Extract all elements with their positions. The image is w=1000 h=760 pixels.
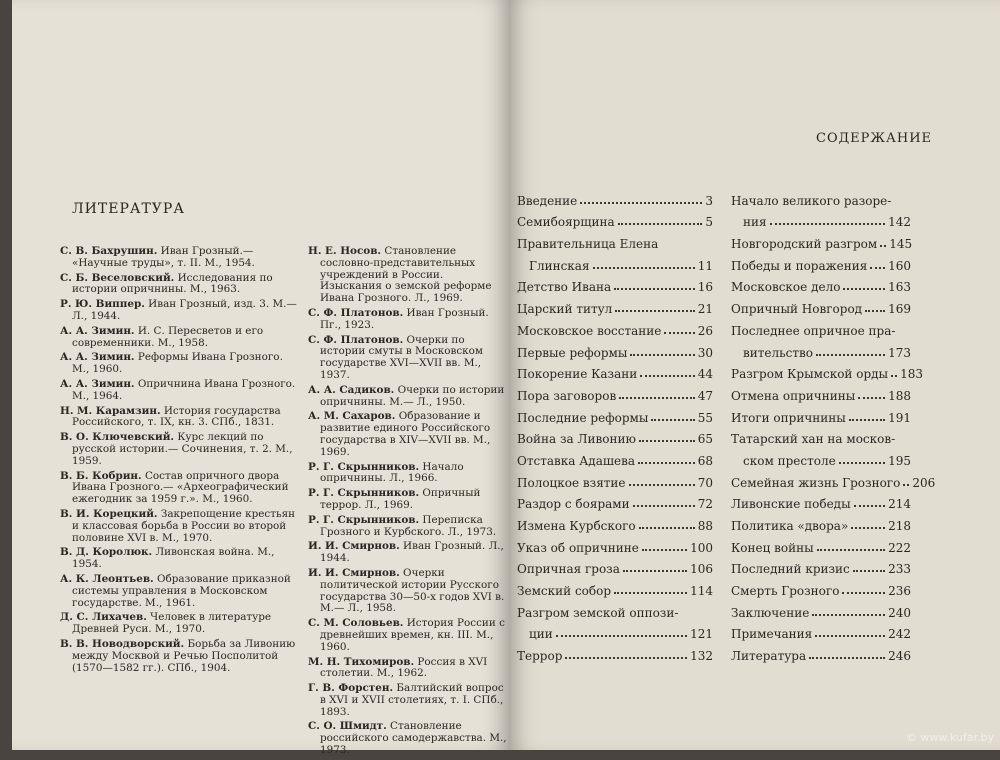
toc-leader-dots bbox=[854, 505, 885, 507]
toc-item-label: Полоцкое взятие bbox=[517, 475, 626, 490]
bibliography-text: Опричнина Ивана Грозного. М., 1964. bbox=[72, 377, 296, 402]
toc-item-page: 132 bbox=[690, 649, 713, 664]
toc-item-page: 142 bbox=[888, 215, 911, 230]
toc-leader-dots bbox=[853, 570, 885, 572]
toc-item bbox=[517, 338, 713, 360]
toc-leader-dots bbox=[843, 288, 885, 290]
toc-item bbox=[731, 490, 911, 512]
toc-item-page: 68 bbox=[697, 453, 713, 468]
toc-leader-dots bbox=[903, 484, 909, 486]
bibliography-text: История России с древнейших времен, кн. III. М., 1960. bbox=[320, 617, 505, 653]
toc-leader-dots bbox=[891, 375, 897, 377]
bibliography-entry bbox=[60, 299, 298, 323]
bibliography-entry bbox=[308, 683, 508, 718]
toc-item-label: Указ об опричнине bbox=[517, 540, 639, 555]
bibliography-entry bbox=[308, 657, 508, 681]
bibliography-entry bbox=[60, 471, 298, 506]
bibliography-author: Г. В. Форстен. bbox=[308, 682, 394, 695]
toc-item-label: Ливонские победы bbox=[731, 497, 851, 512]
toc-item-label: Итоги опричнины bbox=[731, 410, 846, 425]
toc-item-label: Московское дело bbox=[731, 280, 841, 295]
bibliography-author: В. Б. Кобрин. bbox=[60, 469, 142, 482]
toc-leader-dots bbox=[640, 375, 694, 377]
toc-item-label: Победы и поражения bbox=[731, 258, 868, 273]
toc-item-page: 173 bbox=[888, 345, 911, 360]
toc-item-page: 160 bbox=[888, 258, 911, 273]
toc-item-label: Последний кризис bbox=[731, 562, 850, 577]
toc-leader-dots bbox=[565, 657, 687, 659]
toc-item bbox=[517, 360, 713, 382]
toc-item-page: 30 bbox=[697, 345, 713, 360]
toc-item bbox=[731, 294, 911, 316]
toc-leader-dots bbox=[642, 549, 687, 551]
toc-item-label: Царский титул bbox=[517, 302, 613, 317]
toc-item-page: 11 bbox=[697, 258, 713, 273]
bibliography-column-2 bbox=[308, 246, 508, 760]
toc-leader-dots bbox=[618, 223, 703, 225]
toc-item bbox=[517, 403, 713, 425]
toc-item bbox=[731, 316, 911, 359]
toc-item-label: Первые реформы bbox=[517, 345, 628, 360]
toc-leader-dots bbox=[633, 505, 695, 507]
toc-item bbox=[731, 533, 911, 555]
toc-item bbox=[731, 511, 911, 533]
toc-item bbox=[731, 576, 911, 598]
toc-item bbox=[517, 316, 713, 338]
toc-leader-dots bbox=[629, 484, 695, 486]
bibliography-entry bbox=[308, 462, 508, 486]
bibliography-text: Иван Грозный. Пг., 1923. bbox=[320, 306, 489, 331]
bibliography-entry bbox=[308, 541, 508, 565]
toc-item-page: 188 bbox=[888, 388, 911, 403]
bibliography-author: И. И. Смирнов. bbox=[308, 566, 400, 579]
bibliography-entry bbox=[60, 352, 298, 376]
toc-item-label: Разгром земской оппози- bbox=[517, 605, 679, 620]
toc-item-page: 121 bbox=[690, 627, 713, 642]
toc-item-page: 242 bbox=[888, 627, 911, 642]
toc-item-label: Детство Ивана bbox=[517, 280, 612, 295]
toc-leader-dots bbox=[614, 592, 687, 594]
bibliography-author: А. А. Зимин. bbox=[60, 324, 135, 337]
bibliography-text: Человек в литературе Древней Руси. М., 1970. bbox=[72, 611, 272, 636]
bibliography-author: В. О. Ключевский. bbox=[60, 431, 175, 444]
toc-leader-dots bbox=[630, 354, 694, 356]
toc-item-page: 218 bbox=[888, 519, 911, 534]
toc-item-label: Отмена опричнины bbox=[731, 388, 856, 403]
toc-item bbox=[731, 360, 923, 382]
bibliography-author: М. Н. Тихомиров. bbox=[308, 655, 415, 668]
bibliography-text: Иван Грозный.— «Научные труды», т. II. М., 1954. bbox=[72, 245, 255, 269]
watermark: © www.kufar.by bbox=[905, 731, 994, 744]
toc-item-label: Введение bbox=[517, 193, 578, 208]
toc-item-page: 88 bbox=[697, 519, 713, 534]
toc-item bbox=[517, 598, 713, 641]
toc-item-page: 55 bbox=[697, 410, 713, 425]
toc-leader-dots bbox=[623, 570, 687, 572]
bibliography-author: А. А. Садиков. bbox=[308, 383, 395, 396]
toc-leader-dots bbox=[880, 245, 886, 247]
bibliography-entry bbox=[60, 326, 298, 350]
bibliography-entry bbox=[60, 612, 298, 636]
toc-item bbox=[517, 576, 713, 598]
toc-leader-dots bbox=[870, 267, 885, 269]
bibliography-text: Образование и развитие единого Российского государства в XIV—XVII вв. М., 1969. bbox=[320, 410, 491, 458]
literature-title: ЛИТЕРАТУРА bbox=[72, 201, 185, 217]
toc-item-page: 21 bbox=[697, 302, 713, 317]
bibliography-author: Р. Ю. Виппер. bbox=[60, 298, 145, 311]
toc-leader-dots bbox=[849, 419, 885, 421]
toc-item-label: Татарский хан на москов- bbox=[731, 432, 896, 447]
bibliography-text: Исследования по истории опричнины. М., 1963. bbox=[72, 271, 273, 296]
toc-item-label: Опричный Новгород bbox=[731, 302, 863, 317]
toc-item-label: Война за Ливонию bbox=[517, 432, 636, 447]
bibliography-author: В. И. Корецкий. bbox=[60, 507, 158, 520]
toc-item-page: 236 bbox=[888, 584, 911, 599]
toc-column-2 bbox=[731, 186, 936, 664]
toc-item-page: 214 bbox=[888, 497, 911, 512]
toc-item bbox=[731, 273, 911, 295]
toc-item bbox=[517, 468, 713, 490]
bibliography-author: А. М. Сахаров. bbox=[308, 410, 396, 423]
toc-item-label: Правительница Елена bbox=[517, 237, 659, 252]
bibliography-entry bbox=[308, 618, 508, 653]
toc-item-page: 70 bbox=[697, 475, 713, 490]
toc-item-label: Московское восстание bbox=[517, 323, 662, 338]
toc-item-page: 191 bbox=[888, 410, 911, 425]
toc-leader-dots bbox=[638, 462, 695, 464]
bibliography-entry bbox=[308, 568, 508, 615]
bibliography-text: Очерки по истории смуты в Московском государстве XVI—XVII вв. М., 1937. bbox=[320, 333, 484, 381]
toc-item-label: Земский собор bbox=[517, 584, 612, 599]
toc-item bbox=[517, 381, 713, 403]
bibliography-author: Н. Е. Носов. bbox=[308, 245, 382, 257]
toc-leader-dots bbox=[593, 267, 695, 269]
bibliography-text: И. С. Пересветов и его современники. М., 1958. bbox=[72, 324, 264, 349]
toc-leader-dots bbox=[816, 354, 885, 356]
toc-item-label: Последние реформы bbox=[517, 410, 649, 425]
toc-item-page: 206 bbox=[912, 475, 936, 490]
toc-item-label: Новгородский разгром bbox=[731, 237, 878, 252]
toc-leader-dots bbox=[651, 419, 694, 421]
toc-item-page: 3 bbox=[705, 193, 713, 208]
toc-item-label: Семейная жизнь Грозного bbox=[731, 475, 901, 490]
toc-item-page: 183 bbox=[900, 367, 923, 382]
bibliography-text: Ливонская война. М., 1954. bbox=[72, 546, 275, 571]
toc-item bbox=[517, 511, 713, 533]
toc-item bbox=[731, 229, 911, 251]
bibliography-text: Борьба за Ливонию между Москвой и Речью Посполитой (1570—1582 гг.). СПб., 1904. bbox=[72, 637, 296, 674]
toc-item-label: Покорение Казани bbox=[517, 367, 638, 382]
toc-item bbox=[731, 620, 911, 642]
toc-leader-dots bbox=[842, 592, 885, 594]
bibliography-text: Очерки по истории опричнины. М.— Л., 1950. bbox=[320, 383, 505, 408]
toc-item-page: 240 bbox=[888, 605, 911, 620]
bibliography-text: Балтийский вопрос в XVI и XVII столетиях, т. I. СПб., 1893. bbox=[320, 682, 504, 718]
toc-item bbox=[517, 294, 713, 316]
bibliography-text: Образование приказной системы управления в Московском государстве. М., 1961. bbox=[72, 572, 291, 609]
toc-leader-dots bbox=[614, 288, 695, 290]
bibliography-entry bbox=[60, 639, 298, 674]
bibliography-text: Россия в XVI столетии. М., 1962. bbox=[320, 655, 488, 680]
bibliography-author: С. Ф. Платонов. bbox=[308, 306, 404, 319]
toc-item-page: 222 bbox=[888, 540, 911, 555]
bibliography-entry bbox=[308, 488, 508, 512]
toc-item-label: Опричная гроза bbox=[517, 562, 620, 577]
bibliography-author: Н. М. Карамзин. bbox=[60, 404, 161, 417]
bibliography-entry bbox=[308, 515, 508, 539]
toc-item-row bbox=[517, 620, 713, 642]
toc-item bbox=[517, 208, 713, 230]
toc-item bbox=[517, 641, 713, 663]
toc-leader-dots bbox=[812, 614, 885, 616]
toc-item-page: 169 bbox=[888, 302, 911, 317]
toc-item-label: Семибоярщина bbox=[517, 215, 615, 230]
toc-item bbox=[517, 490, 713, 512]
bibliography-author: И. И. Смирнов. bbox=[308, 540, 400, 553]
bibliography-entry bbox=[60, 406, 298, 430]
toc-item bbox=[517, 446, 713, 468]
toc-item-page: 47 bbox=[697, 388, 713, 403]
toc-leader-dots bbox=[851, 527, 885, 529]
toc-item-label: Конец войны bbox=[731, 540, 814, 555]
toc-leader-dots bbox=[619, 397, 695, 399]
toc-item-label: Последнее опричное пра- bbox=[731, 323, 896, 338]
toc-item bbox=[517, 273, 713, 295]
bibliography-text: Состав опричного двора Ивана Грозного.— «Археографический ежегодник за 1959 г.». М., 1960. bbox=[72, 469, 289, 506]
bibliography-author: С. Б. Веселовский. bbox=[60, 271, 175, 284]
toc-item-page: 26 bbox=[697, 323, 713, 338]
bibliography-entry bbox=[60, 273, 298, 297]
toc-item-page: 72 bbox=[697, 497, 713, 512]
bibliography-text: Становление сословно-представительных учреждений в России. Изыскания о земской реформе Ивана Грозного. Л., 1969. bbox=[320, 245, 492, 305]
toc-item-page: 145 bbox=[889, 237, 913, 252]
toc-item-row bbox=[731, 338, 911, 360]
toc-item-label: Раздор с боярами bbox=[517, 497, 630, 512]
toc-item-label: Начало великого разоре- bbox=[731, 193, 892, 208]
bibliography-author: Р. Г. Скрынников. bbox=[308, 513, 420, 526]
bibliography-entry bbox=[60, 509, 298, 544]
toc-item bbox=[517, 533, 713, 555]
bibliography-text: Опричный террор. Л., 1969. bbox=[320, 487, 481, 511]
toc-item-label-cont: ния bbox=[743, 215, 767, 230]
toc-leader-dots bbox=[865, 310, 885, 312]
toc-item bbox=[731, 251, 911, 273]
toc-leader-dots bbox=[664, 332, 694, 334]
toc-item bbox=[731, 403, 911, 425]
bibliography-author: Р. Г. Скрынников. bbox=[308, 460, 420, 473]
toc-item-label-cont: Глинская bbox=[529, 258, 590, 273]
toc-item bbox=[731, 425, 911, 468]
toc-item bbox=[731, 186, 911, 229]
bibliography-author: С. Ф. Платонов. bbox=[308, 333, 404, 346]
toc-item-page: 246 bbox=[888, 649, 911, 664]
bibliography-entry bbox=[308, 411, 508, 458]
bibliography-text: Иван Грозный, изд. 3. М.— Л., 1944. bbox=[72, 298, 297, 322]
toc-item-label: Пора заговоров bbox=[517, 388, 617, 403]
toc-item-page: 114 bbox=[690, 584, 713, 599]
toc-item bbox=[517, 555, 713, 577]
toc-leader-dots bbox=[580, 202, 702, 204]
toc-item-label: Террор bbox=[517, 649, 563, 664]
toc-item-label: Отставка Адашева bbox=[517, 453, 636, 468]
toc-item-row bbox=[731, 208, 911, 230]
toc-column-1 bbox=[517, 186, 713, 663]
toc-item bbox=[517, 186, 713, 208]
bibliography-entry bbox=[308, 721, 508, 756]
bibliography-text: Курс лекций по русской истории.— Сочинения, т. 2. М., 1959. bbox=[72, 431, 293, 467]
toc-item bbox=[731, 555, 911, 577]
toc-leader-dots bbox=[639, 440, 695, 442]
bibliography-entry bbox=[308, 308, 508, 332]
toc-item-page: 16 bbox=[697, 280, 713, 295]
toc-item-page: 5 bbox=[705, 215, 713, 230]
bibliography-author: С. М. Соловьев. bbox=[308, 617, 404, 630]
toc-item bbox=[731, 468, 936, 490]
toc-item-page: 233 bbox=[888, 562, 911, 577]
toc-leader-dots bbox=[815, 635, 885, 637]
right-page bbox=[509, 0, 1000, 750]
toc-leader-dots bbox=[858, 397, 885, 399]
bibliography-author: А. А. Зимин. bbox=[60, 377, 135, 390]
toc-item-label-cont: ском престоле bbox=[743, 453, 836, 468]
bibliography-text: Начало опричнины. Л., 1966. bbox=[320, 460, 464, 485]
bibliography-entry bbox=[60, 547, 298, 571]
toc-item bbox=[731, 381, 911, 403]
toc-leader-dots bbox=[615, 310, 694, 312]
left-page bbox=[12, 0, 509, 757]
bibliography-author: С. В. Бахрушин. bbox=[60, 245, 158, 257]
toc-item-label: Литература bbox=[731, 649, 807, 664]
toc-item-page: 44 bbox=[697, 367, 713, 382]
toc-item bbox=[731, 641, 911, 663]
bibliography-entry bbox=[308, 246, 508, 305]
toc-item-page: 106 bbox=[690, 562, 713, 577]
toc-item-page: 195 bbox=[888, 453, 911, 468]
toc-item bbox=[517, 229, 713, 272]
bibliography-author: С. О. Шмидт. bbox=[308, 720, 387, 733]
toc-item-label: Заключение bbox=[731, 605, 810, 620]
bibliography-column-1 bbox=[60, 246, 298, 677]
toc-leader-dots bbox=[556, 635, 687, 637]
bibliography-text: Закрепощение крестьян и классовая борьба в России во второй половине XVI в. М., 1970. bbox=[72, 507, 296, 544]
bibliography-author: Д. С. Лихачев. bbox=[60, 611, 147, 624]
bibliography-entry bbox=[308, 335, 508, 382]
bibliography-author: Р. Г. Скрынников. bbox=[308, 487, 420, 500]
bibliography-author: В. Д. Королюк. bbox=[60, 546, 153, 559]
bibliography-text: Переписка Грозного и Курбского. Л., 1973. bbox=[320, 513, 497, 538]
bibliography-entry bbox=[60, 246, 298, 270]
bibliography-entry bbox=[308, 385, 508, 409]
toc-item bbox=[517, 425, 713, 447]
bibliography-entry bbox=[60, 574, 298, 609]
bibliography-text: Иван Грозный. Л., 1944. bbox=[320, 540, 504, 565]
bibliography-author: В. В. Новодворский. bbox=[60, 637, 185, 650]
contents-title: СОДЕРЖАНИЕ bbox=[816, 131, 933, 146]
toc-item-row bbox=[731, 446, 911, 468]
toc-item-label: Политика «двора» bbox=[731, 519, 849, 534]
toc-item-label: Разгром Крымской орды bbox=[731, 367, 889, 382]
bibliography-entry bbox=[60, 379, 298, 403]
toc-leader-dots bbox=[770, 223, 886, 225]
toc-item-label-cont: ции bbox=[529, 627, 553, 642]
toc-leader-dots bbox=[817, 549, 885, 551]
toc-leader-dots bbox=[839, 462, 885, 464]
toc-item-row bbox=[517, 251, 713, 273]
bibliography-text: Очерки политической истории Русского государства 30—50-х годов XVI в. М.— Л., 1958. bbox=[320, 566, 505, 615]
toc-item-label: Смерть Грозного bbox=[731, 584, 840, 599]
bibliography-text: История государства Российского, т. IX, кн. 3. СПб., 1831. bbox=[72, 404, 281, 429]
toc-item-page: 100 bbox=[690, 540, 713, 555]
bibliography-entry bbox=[60, 432, 298, 467]
toc-item bbox=[731, 598, 911, 620]
toc-item-page: 163 bbox=[888, 280, 911, 295]
toc-leader-dots bbox=[639, 527, 695, 529]
toc-item-label: Примечания bbox=[731, 627, 813, 642]
bibliography-text: Становление российского самодержавства. М., 1973. bbox=[320, 720, 507, 757]
toc-item-page: 65 bbox=[697, 432, 713, 447]
toc-leader-dots bbox=[809, 657, 885, 659]
bibliography-text: Реформы Ивана Грозного. М., 1960. bbox=[72, 351, 283, 376]
bibliography-author: А. К. Леонтьев. bbox=[60, 572, 154, 585]
toc-item-label: Измена Курбского bbox=[517, 519, 636, 534]
toc-item-label-cont: вительство bbox=[743, 345, 813, 360]
bibliography-author: А. А. Зимин. bbox=[60, 351, 135, 364]
